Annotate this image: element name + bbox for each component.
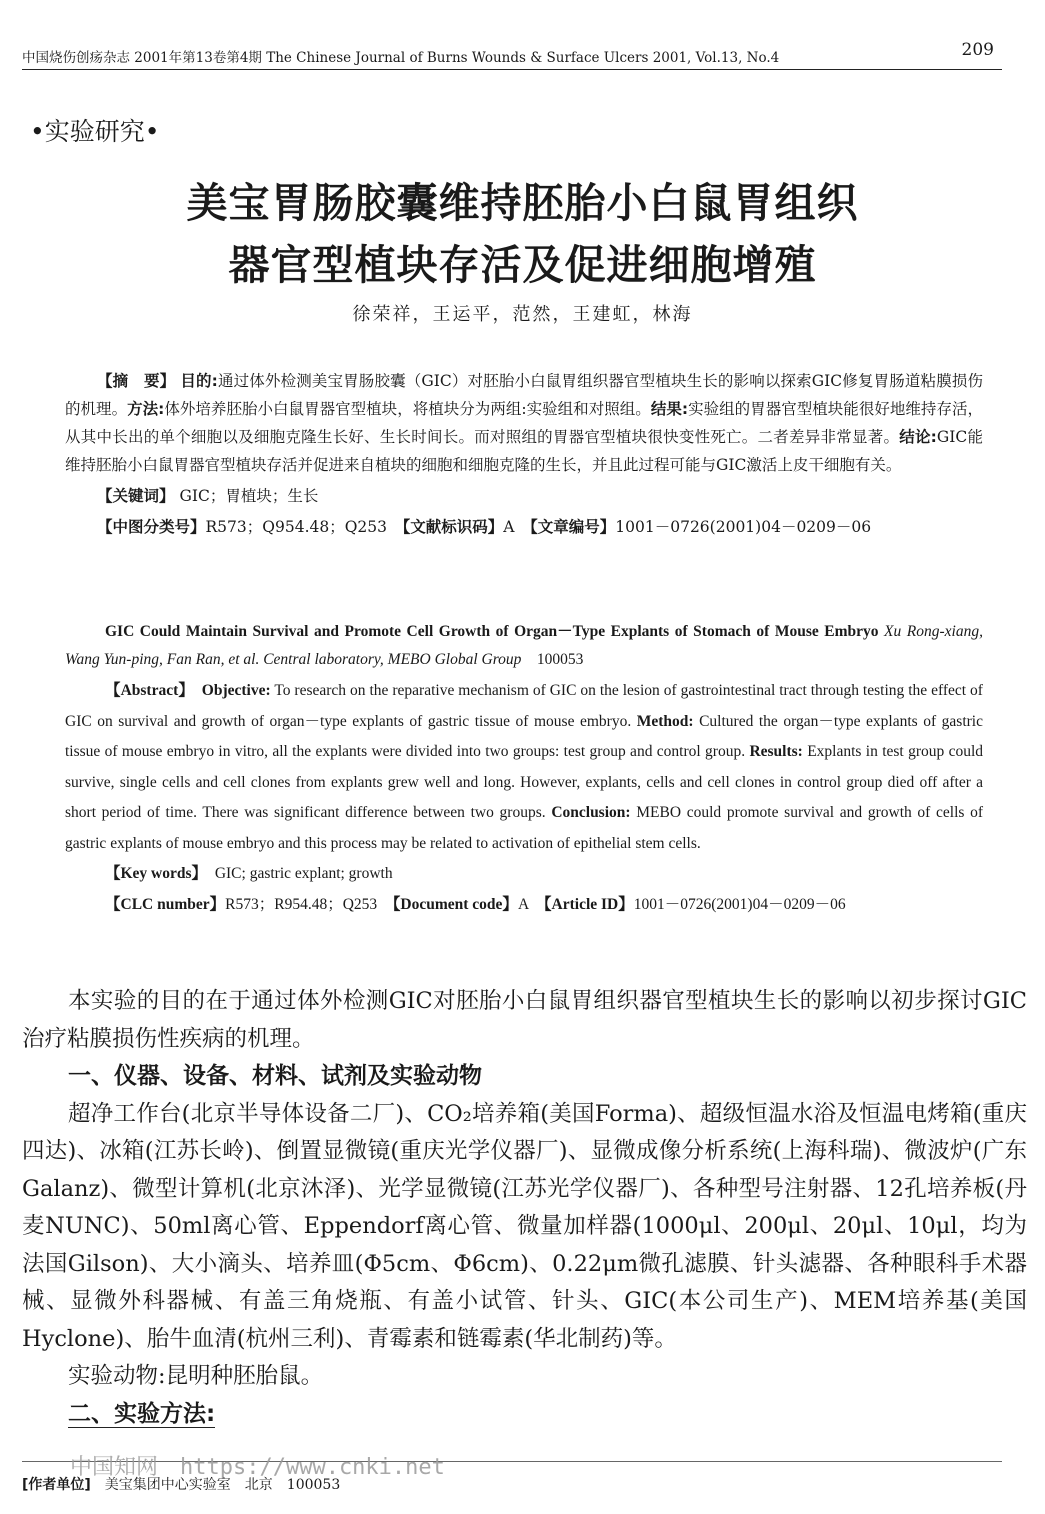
clc-label-cn: 【中图分类号】 <box>97 518 206 536</box>
clc-label-en: 【CLC number】 <box>105 895 226 913</box>
journal-header: 中国烧伤创疡杂志 2001年第13卷第4期 The Chinese Journal of Burns Wounds & Surface Ulcers 2001, Vol.13, No.4 <box>22 50 780 66</box>
page-number: 209 <box>961 40 994 60</box>
abstract-cn-label: 【摘 要】 <box>97 372 176 390</box>
results-cn: 实验组的胃器官型植块能很好地维持存活，从其中长出的单个细胞以及细胞克隆生长好、生长时间长。而对照组的胃器官型植块很快变性死亡。二者差异非常显著。 <box>65 400 983 446</box>
abstract-cn-body <box>65 367 983 479</box>
body-text <box>22 983 1027 1433</box>
running-header <box>22 40 1022 66</box>
abstract-chinese <box>65 367 983 541</box>
objective-cn: 通过体外检测美宝胃肠胶囊（GIC）对胚胎小白鼠胃组织器官型植块生长的影响以探索GIC修复胃肠道粘膜损伤的机理。 <box>65 372 983 418</box>
keywords-en: GIC; gastric explant; growth <box>214 865 393 882</box>
objective-label-cn: 目的: <box>180 372 218 390</box>
conclusion-label-cn: 结论: <box>899 428 937 446</box>
keywords-label-en: 【Key words】 <box>105 865 200 882</box>
cnki-watermark: 中国知网 https://www.cnki.net <box>70 1455 445 1480</box>
method-label-en: Method: <box>636 712 694 730</box>
header-rule <box>22 69 1002 70</box>
title-line-1: 美宝胃肠胶囊维持胚胎小白鼠胃组织 <box>186 179 859 227</box>
conclusion-label-en: Conclusion: <box>551 804 631 821</box>
section-2-heading <box>22 1396 1027 1434</box>
intro-paragraph: 本实验的目的在于通过体外检测GIC对胚胎小白鼠胃组织器官型植块生长的影响以初步探讨GIC治疗粘膜损伤性疾病的机理。 <box>22 988 1027 1052</box>
abstract-en-label: 【Abstract】 <box>105 682 187 699</box>
keywords-cn: GIC；胃植块；生长 <box>179 487 319 505</box>
clc-en: R573；R954.48；Q253 <box>225 895 378 913</box>
english-title: GIC Could Maintain Survival and Promote Cell Growth of Organ－Type Explants of Stomach of Mouse Embryo <box>105 623 879 640</box>
classification-cn-line <box>65 514 983 541</box>
title-line-2: 器官型植块存活及促进细胞增殖 <box>228 241 817 289</box>
article-id-cn: 1001－0726(2001)04－0209－06 <box>615 518 872 536</box>
animals-paragraph: 实验动物:昆明种胚胎鼠。 <box>68 1363 324 1389</box>
article-id-label-cn: 【文章编号】 <box>530 518 616 536</box>
objective-en: To research on the reparative mechanism of GIC on the lesion of gastrointestinal tract through testing the effect of GIC on survival and growth of organ－type explants of gastric tissue of mouse embryo. <box>65 682 983 730</box>
doc-code-cn: A <box>503 518 515 536</box>
objective-label-en: Objective: <box>201 682 271 699</box>
conclusion-en: MEBO could promote survival and growth of cells of gastric explants of mouse embryo and this process may be related to activation of epithelial stem cells. <box>65 804 984 852</box>
doc-code-en: A <box>517 895 529 913</box>
keywords-en-line <box>65 859 983 890</box>
method-label-cn: 方法: <box>127 400 165 418</box>
classification-en-line <box>65 890 983 921</box>
method-en: Cultured the organ－type explants of gastric tissue of mouse embryo in vitro, all the explants were divided into two groups: test group and control group. <box>65 712 983 760</box>
abstract-en-body <box>65 676 983 859</box>
section-1-paragraph: 超净工作台(北京半导体设备二厂)、CO₂培养箱(美国Forma)、超级恒温水浴及恒温电烤箱(重庆四达)、冰箱(江苏长岭)、倒置显微镜(重庆光学仪器厂)、显微成像分析系统(上海科瑞)、微波炉(广东Galanz)、微型计算机(北京沐泽)、光学显微镜(江苏光学仪器厂)、各种型号注射器、12孔培养板(丹麦NUNC)、50ml离心管、Eppendorf离心管、微量加样器(1000μl、200μl、20μl、10μl，均为法国Gilson)、大小滴头、培养皿(Φ5cm、Φ6cm)、0.22μm微孔滤膜、针头滤器、各种眼科手术器械、显微外科器械、有盖三角烧瓶、有盖小试管、针头、GIC(本公司生产)、MEM培养基(美国Hyclone)、胎牛血清(杭州三利)、青霉素和链霉素(华北制药)等。 <box>22 1100 1027 1352</box>
keywords-cn-line <box>65 483 983 510</box>
authors: 徐荣祥，王运平，范然，王建虹，林海 <box>352 304 693 325</box>
conclusion-cn: GIC能维持胚胎小白鼠胃器官型植块存活并促进来自植块的细胞和细胞克隆的生长，并且此过程可能与GIC激活上皮干细胞有关。 <box>65 428 983 474</box>
article-id-label-en: 【Article ID】 <box>543 895 634 913</box>
results-en: Explants in test group could survive, single cells and cell clones from explants grew well and long. However, explants, cells and cell clones in control group died off after a short period of time. There was significant difference between two groups. <box>65 743 984 821</box>
abstract-english <box>65 676 983 920</box>
keywords-label-cn: 【关键词】 <box>97 487 175 505</box>
results-label-cn: 结果: <box>650 400 689 418</box>
section-2-heading-text: 二、实验方法: <box>68 1400 216 1427</box>
english-title-block <box>65 618 983 674</box>
doc-code-label-en: 【Document code】 <box>392 895 518 913</box>
english-postcode: 100053 <box>536 651 584 668</box>
english-affiliation: Central laboratory, MEBO Global Group <box>263 651 522 668</box>
article-id-en: 1001－0726(2001)04－0209－06 <box>633 895 846 913</box>
doc-code-label-cn: 【文献标识码】 <box>402 518 504 536</box>
footnote-label: [作者单位] <box>22 1477 91 1493</box>
clc-cn: R573；Q954.48；Q253 <box>205 518 388 536</box>
english-authors: Xu Rong-xiang, Wang Yun-ping, Fan Ran, et al. <box>65 623 983 668</box>
results-label-en: Results: <box>749 743 803 760</box>
section-tag: •实验研究• <box>30 117 160 146</box>
section-1-heading: 一、仪器、设备、材料、试剂及实验动物 <box>68 1063 482 1089</box>
footnote-text: 美宝集团中心实验室 北京 100053 <box>104 1477 341 1493</box>
method-cn: 体外培养胚胎小白鼠胃器官型植块，将植块分为两组:实验组和对照组。 <box>164 400 651 418</box>
